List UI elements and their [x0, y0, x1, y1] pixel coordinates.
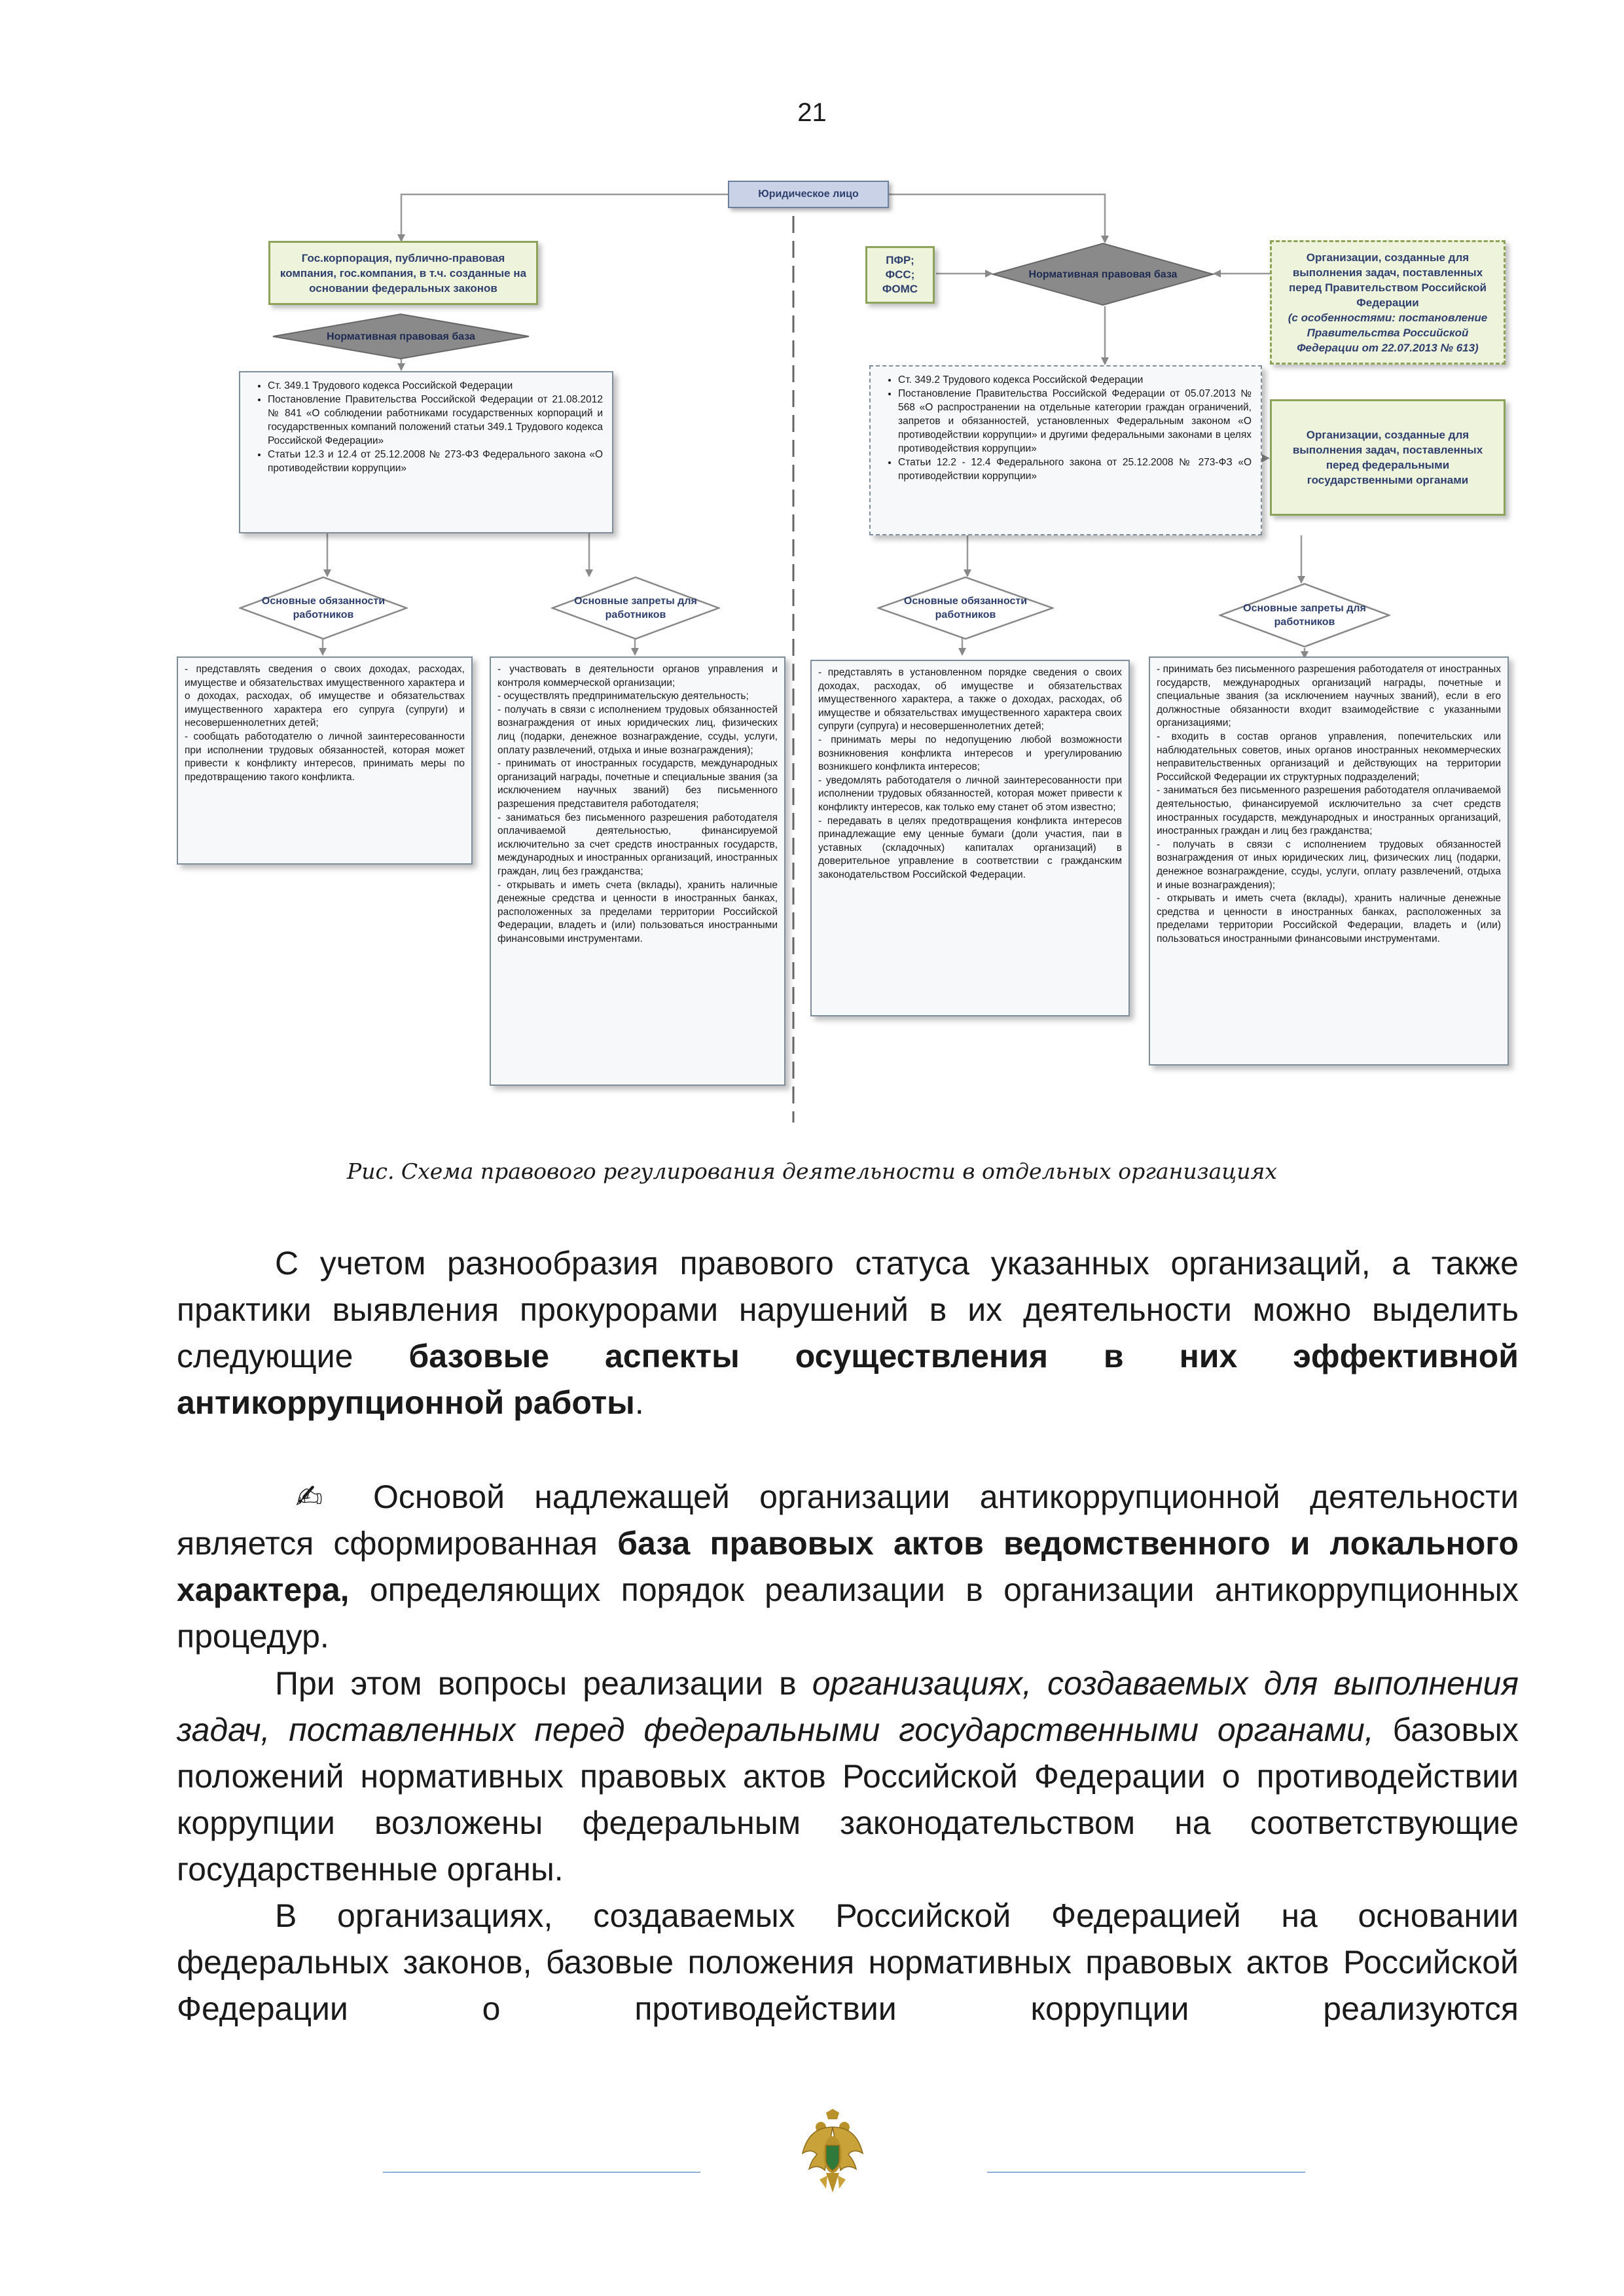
fund-pfr: ПФР; [886, 254, 914, 266]
right-norms-list [869, 365, 1262, 535]
page-number: 21 [797, 98, 827, 127]
right-org-top-title: Организации, созданные для выполнения задач, поставленных перед Правительством Российской Федерации [1289, 251, 1487, 309]
pen-icon: ✍ [275, 1479, 344, 1515]
p1-end: . [634, 1384, 644, 1421]
fund-fss: ФСС; [885, 268, 915, 281]
footer-line-left [383, 2172, 700, 2173]
right-norm-item: • Ст. 349.2 Трудового кодекса Российской Федерации [898, 373, 1252, 387]
right-norm-label: Нормативная правовая база [1028, 268, 1178, 280]
left-bans-text: - участвовать в деятельности органов управления и контроля коммерческой организации; - осуществлять предпринимательскую деятельность; - получать в связи с исполнением трудовых обязанностей вознаграждения от иных юридических лиц, физических лиц (подарки, денежное вознаграждение, ссуды, услуги, оплату развлечений, отдыха и иные вознаграждения); - принимать от иностранных государств, международных организаций награды, почетные и специальные звания (за исключением научных званий) без письменного разрешения представителя работодателя; - заниматься без письменного разрешения работодателя оплачиваемой деятельностью, финансируемой исключительно за счет средств иностранных государств, международных и иностранных организаций, иностранных граждан, лиц без гражданства; - открывать и иметь счета (вклады), хранить наличные денежные средства и ценности в иностранных банках, расположенных за пределами территории Российской Федерации, владеть и (или) пользоваться иностранными финансовыми инструментами. [490, 656, 785, 1086]
right-norm-item: • Статьи 12.2 - 12.4 Федерального закона от 25.12.2008 № 273-ФЗ «О противодействии коррупции» [898, 456, 1252, 483]
left-norm-label: Нормативная правовая база [327, 331, 475, 342]
right-norm-item: • Постановление Правительства Российской Федерации от 05.07.2013 № 568 «О распространении на отдельные категории граждан ограничений, запретов и обязанностей, установленных Федеральным законом «О противодействии коррупции» и другими федеральными законами в целях противодействия коррупции» [898, 387, 1252, 456]
right-org-top-box [1270, 240, 1506, 365]
left-norm-item: • Постановление Правительства Российской Федерации от 21.08.2012 № 841 «О соблюдении работниками государственных корпораций и государственных компаний положений статьи 349.1 Трудового кодекса Российской Федерации» [268, 393, 603, 448]
left-duties-text: - представлять сведения о своих доходах, расходах, имуществе и обязательствах имущественного характера и о доходах, расходах, об имуществе и обязательствах имущественного характера его супруга (супруги) и несовершеннолетних детей; - сообщать работодателю о личной заинтересованности при исполнении трудовых обязанностей, которая может привести к конфликту интересов, принимать меры по предотвращению такого конфликта. [177, 656, 473, 865]
p2-text-end: определяющих порядок реализации в организации антикоррупционных процедур. [177, 1571, 1519, 1655]
root-legal-entity: Юридическое лицо [728, 181, 889, 208]
double-headed-eagle-emblem-icon [800, 2108, 865, 2199]
funds-box [865, 246, 935, 304]
fund-foms: ФОМС [882, 283, 918, 295]
left-norm-item: • Ст. 349.1 Трудового кодекса Российской Федерации [268, 379, 603, 393]
right-org-bottom-box: Организации, созданные для выполнения задач, поставленных перед федеральными государственными органами [1270, 399, 1506, 516]
p2-bold: база правовых актов ведомственного и локального характера, [177, 1525, 1519, 1608]
figure-caption: Рис. Схема правового регулирования деятельности в отдельных организациях [347, 1158, 1277, 1184]
right-duties-label: Основные обязанности работников [903, 596, 1028, 620]
p3-text: При этом вопросы реализации в [275, 1665, 812, 1702]
left-org-box: Гос.корпорация, публично-правовая компания, гос.компания, в т.ч. созданные на основании федеральных законов [268, 241, 538, 305]
p1-text: С учетом разнообразия правового статуса указанных организаций, а также практики выявления прокурорами нарушений в их деятельности можно выделить следующие [177, 1245, 1519, 1374]
paragraph-1 [177, 1240, 1519, 1426]
left-norms-list [239, 371, 613, 533]
left-norm-item: • Статьи 12.3 и 12.4 от 25.12.2008 № 273-ФЗ Федерального закона «О противодействии коррупции» [268, 448, 603, 475]
paragraph-4 [177, 1893, 1519, 2032]
p1-bold: базовые аспекты осуществления в них эффективной антикоррупционной работы [177, 1338, 1519, 1421]
right-bans-text: - принимать без письменного разрешения работодателя от иностранных государств, международных организаций награды, почетные и специальные звания (за исключением научных званий), если в его должностные обязанности входит взаимодействие с указанными организациями; - входить в состав органов управления, попечительских или наблюдательных советов, иных органов иностранных некоммерческих неправительственных организаций и действующих на территории Российской Федерации их структурных подразделений; - заниматься без письменного разрешения работодателя оплачиваемой деятельностью, финансируемой исключительно за счет средств иностранных государств, международных и иностранных организаций, иностранных граждан и лиц без гражданства; - получать в связи с исполнением трудовых обязанностей вознаграждения от иных юридических лиц, физических лиц (подарки, денежное вознаграждение, ссуды, услуги, оплату развлечений, отдыха и иные вознаграждения); - открывать и иметь счета (вклады), хранить наличные денежные средства и ценности в иностранных банках, расположенных за пределами территории Российской Федерации, владеть и (или) пользоваться иностранными финансовыми инструментами. [1149, 656, 1509, 1066]
left-bans-label: Основные запреты для работников [574, 596, 697, 620]
right-org-top-note: (с особенностями: постановление Правительства Российской Федерации от 22.07.2013 № 613) [1288, 311, 1488, 354]
footer-line-right [987, 2172, 1305, 2173]
paragraph-2 [177, 1474, 1519, 1660]
paragraph-3 [177, 1660, 1519, 1893]
p3-italic: организациях, создаваемых для выполнения задач, поставленных перед федеральными государственными органами, [177, 1665, 1519, 1748]
p2-text: Основой надлежащей организации антикоррупционной деятельности является сформированная [177, 1479, 1519, 1562]
right-duties-text: - представлять в установленном порядке сведения о своих доходах, расходах, об имуществе и обязательствах имущественного характера, а также о доходах, расходах, об имуществе и обязательствах имущественного характера своих супруги (супруга) и несовершеннолетних детей; - принимать меры по недопущению любой возможности возникновения конфликта интересов и урегулированию возникшего конфликта интересов; - уведомлять работодателя о личной заинтересованности при исполнении трудовых обязанностей, которая может привести к конфликту интересов, как только ему станет об этом известно; - передавать в целях предотвращения конфликта интересов принадлежащие ему ценные бумаги (доли участия, паи в уставных (складочных) капиталах организаций) в доверительное управление в соответствии с гражданским законодательством Российской Федерации. [810, 660, 1130, 1016]
p4-text: В организациях, создаваемых Российской Федерацией на основании федеральных законов, базовые положения нормативных правовых актов Российской Федерации о противодействии коррупции реализуются [177, 1897, 1519, 2027]
right-bans-label: Основные запреты для работников [1243, 603, 1366, 628]
legal-regulation-diagram [0, 0, 1624, 1139]
p3-text-end: базовых положений нормативных правовых актов Российской Федерации о противодействии коррупции возложены федеральным законодательством на соответствующие государственные органы. [177, 1712, 1519, 1888]
left-duties-label: Основные обязанности работников [261, 596, 386, 620]
